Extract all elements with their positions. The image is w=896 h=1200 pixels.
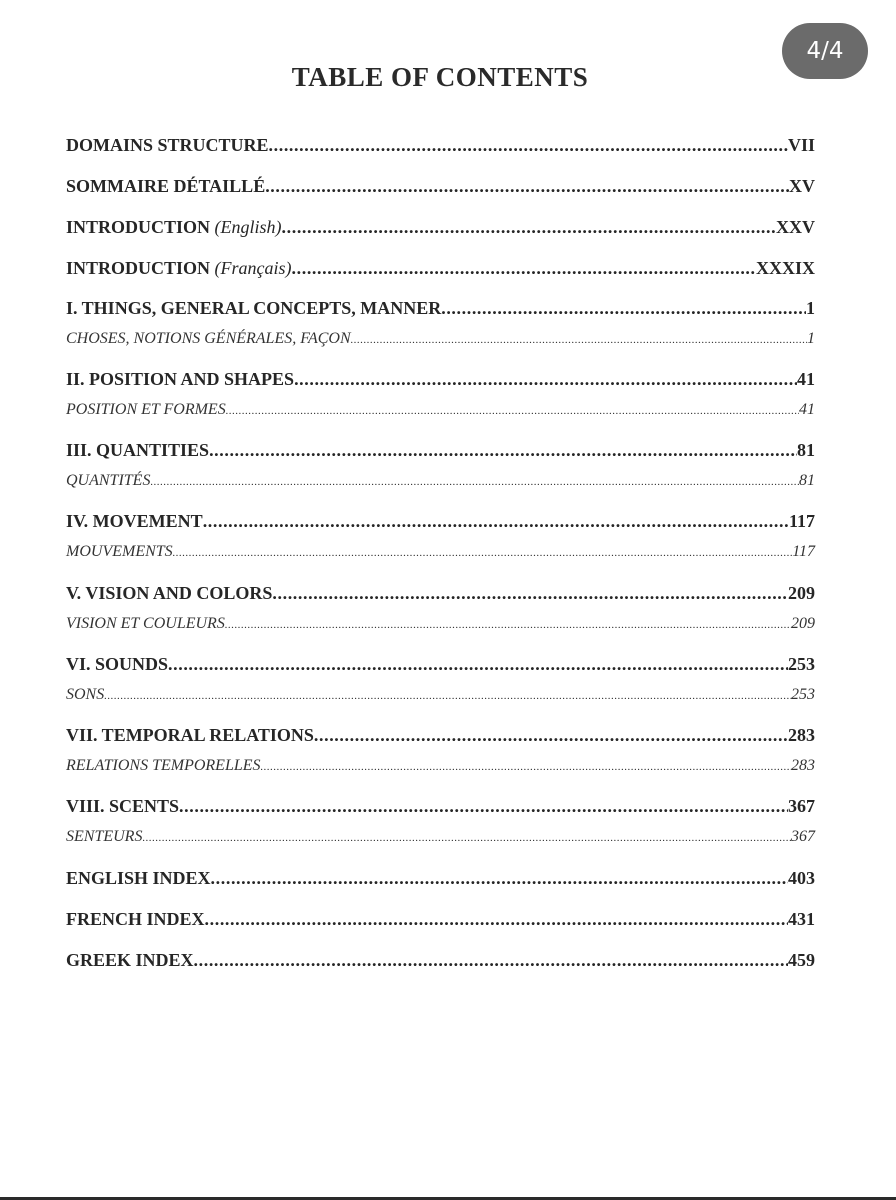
toc-entry-page: 283 <box>791 757 815 774</box>
dot-leader <box>265 176 789 197</box>
toc-entry-label: MOUVEMENTS <box>66 543 173 560</box>
dot-leader <box>292 258 756 279</box>
dot-leader <box>282 217 776 238</box>
toc-entry-label: SOMMAIRE DÉTAILLÉ <box>66 176 266 196</box>
toc-entry-page: 283 <box>788 725 815 745</box>
dot-leader <box>142 828 791 846</box>
toc-entry-page: 117 <box>788 511 815 531</box>
dot-leader <box>294 369 797 390</box>
toc-entry-page: 81 <box>797 440 815 460</box>
toc-entry-label: QUANTITÉS <box>66 472 151 489</box>
toc-title: TABLE OF CONTENTS <box>291 62 589 92</box>
toc-entry-page: 1 <box>806 298 815 318</box>
dot-leader <box>205 909 788 930</box>
toc-entry-language-note: (Français) <box>214 258 292 278</box>
toc-entry-page: 41 <box>799 401 815 418</box>
dot-leader <box>173 543 793 561</box>
dot-leader <box>314 725 788 746</box>
dot-leader <box>272 583 788 604</box>
toc-subentry-chapter-1[interactable] <box>66 330 815 348</box>
toc-entry-label: RELATIONS TEMPORELLES <box>66 757 261 774</box>
toc-subentry-chapter-2[interactable] <box>66 401 815 419</box>
dot-leader <box>269 135 788 156</box>
toc-entry-page: 81 <box>799 472 815 489</box>
toc-entry-label: ENGLISH INDEX <box>66 868 211 888</box>
toc-entry-chapter-2[interactable] <box>66 369 815 390</box>
toc-entry-page: XXXIX <box>755 258 815 278</box>
toc-entry-chapter-4[interactable] <box>66 511 815 532</box>
toc-entry-page: VII <box>787 135 815 155</box>
toc-entry-sommaire-detaille[interactable] <box>66 176 815 197</box>
toc-entry-domains-structure[interactable] <box>66 135 815 156</box>
toc-entry-page: 41 <box>797 369 815 389</box>
page-counter-badge: 4/4 <box>782 23 868 79</box>
toc-subentry-chapter-8[interactable] <box>66 828 815 846</box>
toc-subentry-chapter-7[interactable] <box>66 757 815 775</box>
toc-entry-label: DOMAINS STRUCTURE <box>66 135 269 155</box>
toc-entry-label: FRENCH INDEX <box>66 909 205 929</box>
toc-entry-page: 209 <box>788 583 815 603</box>
toc-entry-label: III. QUANTITIES <box>66 440 210 460</box>
toc-entry-chapter-7[interactable] <box>66 725 815 746</box>
dot-leader <box>261 757 791 775</box>
toc-entry-label: GREEK INDEX <box>66 950 194 970</box>
toc-entry-label: VISION ET COULEURS <box>66 615 225 632</box>
dot-leader <box>104 686 791 704</box>
dot-leader <box>150 472 799 490</box>
toc-entry-chapter-1[interactable] <box>66 298 815 319</box>
toc-entry-label-text: INTRODUCTION <box>66 217 211 237</box>
toc-entry-page: 459 <box>788 950 815 970</box>
toc-entry-label-text: INTRODUCTION <box>66 258 211 278</box>
toc-entry-label: II. POSITION AND SHAPES <box>66 369 295 389</box>
toc-entry-label: VI. SOUNDS <box>66 654 169 674</box>
dot-leader <box>441 298 806 319</box>
toc-entry-label: VIII. SCENTS <box>66 796 180 816</box>
dot-leader <box>209 440 797 461</box>
dot-leader <box>179 796 788 817</box>
toc-entry-chapter-5[interactable] <box>66 583 815 604</box>
toc-entry-page: 209 <box>791 615 815 632</box>
toc-entry-page: 1 <box>807 330 815 347</box>
toc-entry-page: 253 <box>788 654 815 674</box>
dot-leader <box>211 868 788 889</box>
dot-leader <box>225 615 791 633</box>
toc-entry-french-index[interactable] <box>66 909 815 930</box>
toc-entry-label: IV. MOVEMENT <box>66 511 203 531</box>
toc-entry-label: V. VISION AND COLORS <box>66 583 273 603</box>
dot-leader <box>351 330 807 348</box>
toc-entry-label: POSITION ET FORMES <box>66 401 226 418</box>
toc-entry-label: I. THINGS, GENERAL CONCEPTS, MANNER <box>66 298 442 318</box>
toc-entry-page: XV <box>789 176 815 196</box>
toc-entry-page: 253 <box>791 686 815 703</box>
dot-leader <box>226 401 799 419</box>
toc-entry-label <box>66 258 292 279</box>
toc-entry-page: 431 <box>788 909 815 929</box>
toc-entry-introduction-francais[interactable] <box>66 258 815 279</box>
toc-entry-page: 403 <box>788 868 815 888</box>
toc-entry-page: 367 <box>791 828 815 845</box>
dot-leader <box>168 654 788 675</box>
toc-entry-page: 367 <box>788 796 815 816</box>
toc-entry-label <box>66 217 282 238</box>
toc-entry-introduction-english[interactable] <box>66 217 815 238</box>
toc-subentry-chapter-4[interactable] <box>66 543 815 561</box>
dot-leader <box>194 950 788 971</box>
toc-entry-label: SONS <box>66 686 105 703</box>
toc-entry-greek-index[interactable] <box>66 950 815 971</box>
toc-entry-chapter-3[interactable] <box>66 440 815 461</box>
toc-entry-page: XXV <box>776 217 815 237</box>
toc-subentry-chapter-5[interactable] <box>66 615 815 633</box>
toc-entry-label: SENTEURS <box>66 828 143 845</box>
toc-entry-label: CHOSES, NOTIONS GÉNÉRALES, FAÇON <box>66 330 351 347</box>
toc-entry-english-index[interactable] <box>66 868 815 889</box>
toc-subentry-chapter-3[interactable] <box>66 472 815 490</box>
toc-entry-page: 117 <box>792 543 815 560</box>
toc-entry-chapter-6[interactable] <box>66 654 815 675</box>
toc-entry-label: VII. TEMPORAL RELATIONS <box>66 725 314 745</box>
toc-subentry-chapter-6[interactable] <box>66 686 815 704</box>
dot-leader <box>203 511 789 532</box>
toc-entry-chapter-8[interactable] <box>66 796 815 817</box>
toc-entry-language-note: (English) <box>214 217 282 237</box>
